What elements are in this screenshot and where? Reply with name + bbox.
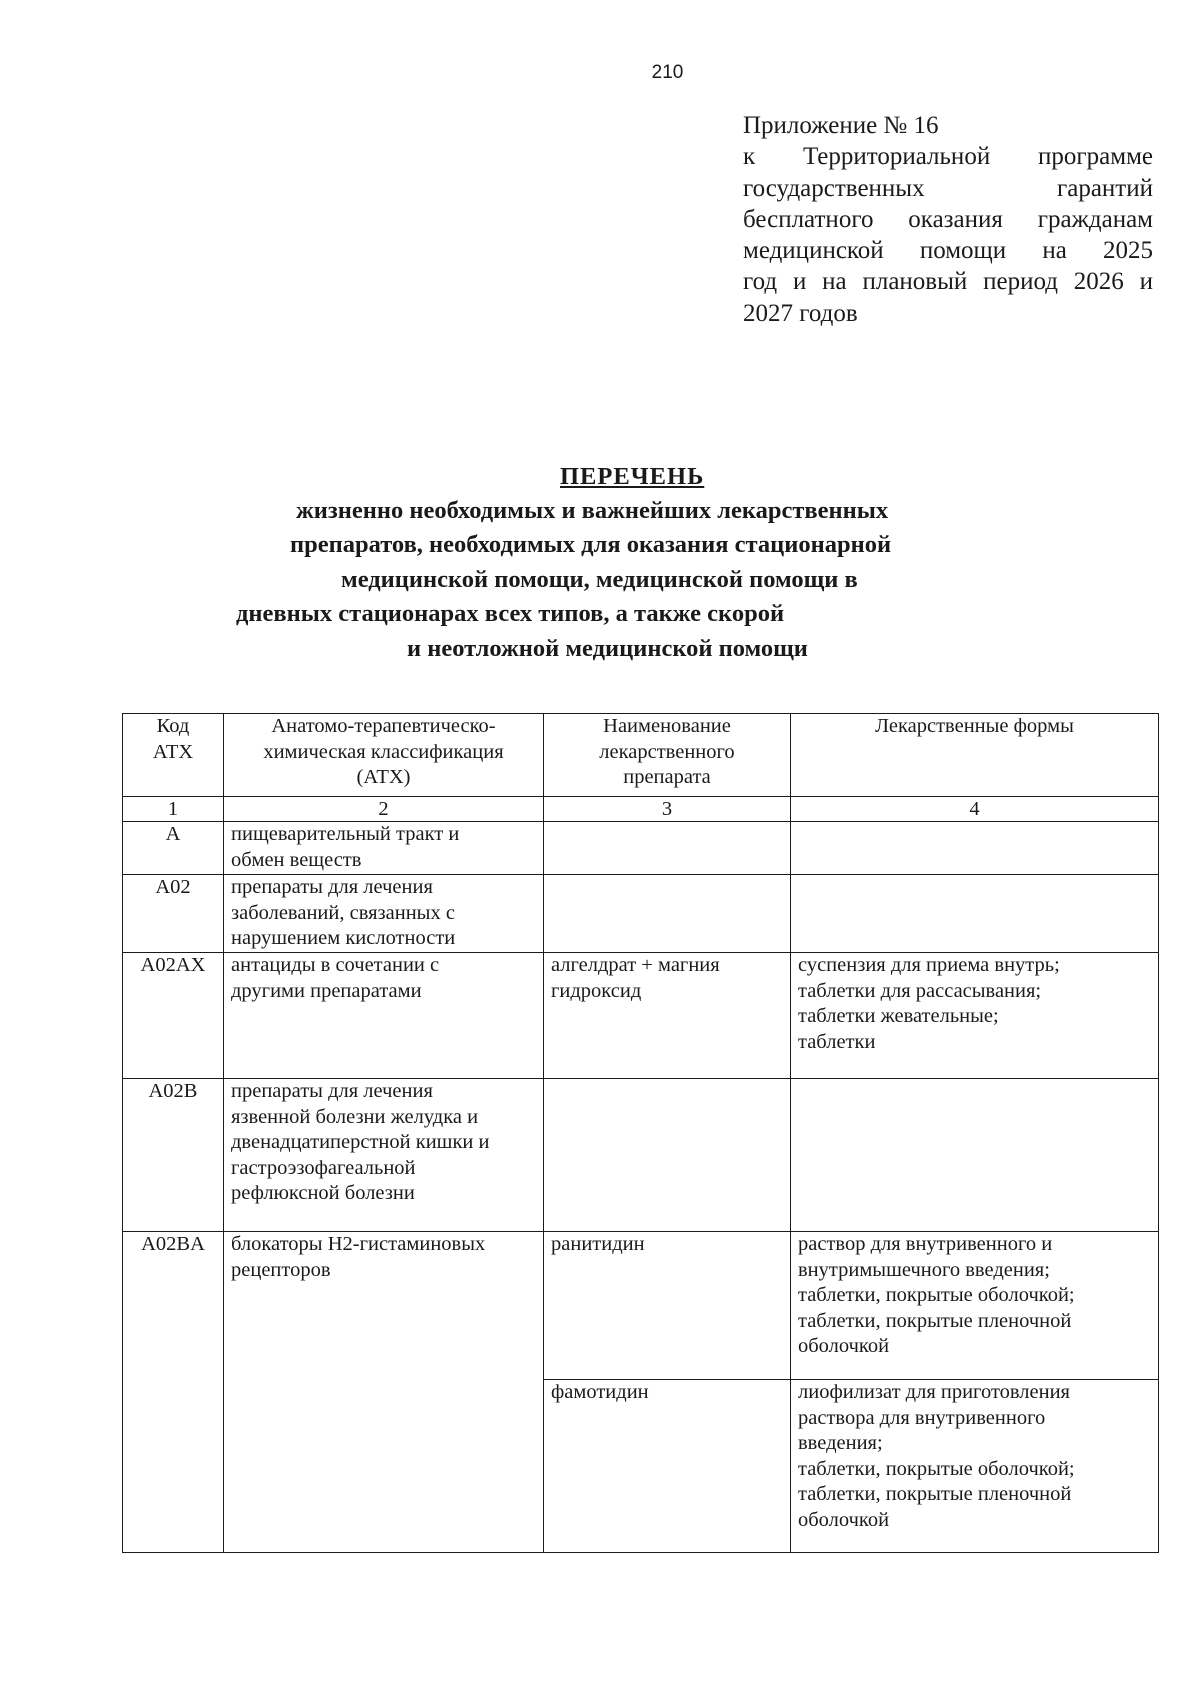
column-number: 3 — [544, 797, 791, 822]
atx-code: A02AX — [123, 953, 224, 1079]
forms-cell — [791, 875, 1159, 953]
title-main: ПЕРЕЧЕНЬ — [560, 463, 705, 490]
appendix-line: Приложение № 16 — [743, 112, 939, 139]
drug-cell — [544, 875, 791, 953]
drug-cell — [544, 822, 791, 875]
drug-cell: фамотидин — [544, 1380, 791, 1553]
title-line: жизненно необходимых и важнейших лекарственных — [296, 497, 889, 524]
column-number: 4 — [791, 797, 1159, 822]
classification-cell: антациды в сочетании с другими препаратами — [224, 953, 544, 1079]
classification-cell: препараты для лечения заболеваний, связанных с нарушением кислотности — [224, 875, 544, 953]
appendix-line: 2027 годов — [743, 299, 858, 327]
classification-cell: блокаторы H2-гистаминовых рецепторов — [224, 1232, 544, 1553]
atx-code: А — [123, 822, 224, 875]
classification-cell: пищеварительный тракт и обмен веществ — [224, 822, 544, 875]
table-row — [123, 953, 1159, 1079]
page-number: 210 — [651, 62, 684, 83]
drug-list-table — [122, 713, 1159, 1553]
column-number: 2 — [224, 797, 544, 822]
title-line: и неотложной медицинской помощи — [407, 635, 808, 662]
table-row — [123, 1232, 1159, 1380]
atx-code: A02B — [123, 1079, 224, 1232]
drug-cell — [544, 1079, 791, 1232]
appendix-line: бесплатного оказания гражданам — [743, 205, 1153, 233]
column-number-row — [123, 797, 1159, 822]
drug-cell: ранитидин — [544, 1232, 791, 1380]
table-row — [123, 822, 1159, 875]
appendix-line: медицинской помощи на 2025 — [743, 237, 1153, 265]
forms-cell — [791, 1079, 1159, 1232]
forms-cell: лиофилизат для приготовления раствора для внутривенного введения; таблетки, покрытые оболочкой; таблетки, покрытые пленочной оболочкой — [791, 1380, 1159, 1553]
table-header-row — [123, 714, 1159, 797]
title-line: дневных стационарах всех типов, а также скорой — [236, 600, 785, 627]
atx-code: A02 — [123, 875, 224, 953]
table-row — [123, 1079, 1159, 1232]
forms-cell — [791, 822, 1159, 875]
appendix-note — [743, 110, 1153, 329]
title-line: препаратов, необходимых для оказания стационарной — [290, 531, 892, 558]
table-row — [123, 875, 1159, 953]
header-dosage-forms: Лекарственные формы — [791, 714, 1159, 797]
atx-code: A02BA — [123, 1232, 224, 1553]
title-line: медицинской помощи, медицинской помощи в — [341, 566, 858, 593]
appendix-line: год и на плановый период 2026 и — [743, 268, 1153, 296]
drug-cell: алгелдрат + магния гидроксид — [544, 953, 791, 1079]
header-code: Код АТХ — [123, 714, 224, 797]
appendix-line: к Территориальной программе — [743, 143, 1153, 171]
header-classification: Анатомо-терапевтическо- химическая классификация (АТХ) — [224, 714, 544, 797]
forms-cell: суспензия для приема внутрь; таблетки для рассасывания; таблетки жевательные; таблетки — [791, 953, 1159, 1079]
forms-cell: раствор для внутривенного и внутримышечного введения; таблетки, покрытые оболочкой; таблетки, покрытые пленочной оболочкой — [791, 1232, 1159, 1380]
classification-cell: препараты для лечения язвенной болезни желудка и двенадцатиперстной кишки и гастроэзофагеальной рефлюксной болезни — [224, 1079, 544, 1232]
column-number: 1 — [123, 797, 224, 822]
appendix-line: государственных гарантий — [743, 174, 1153, 202]
header-drug-name: Наименование лекарственного препарата — [544, 714, 791, 797]
